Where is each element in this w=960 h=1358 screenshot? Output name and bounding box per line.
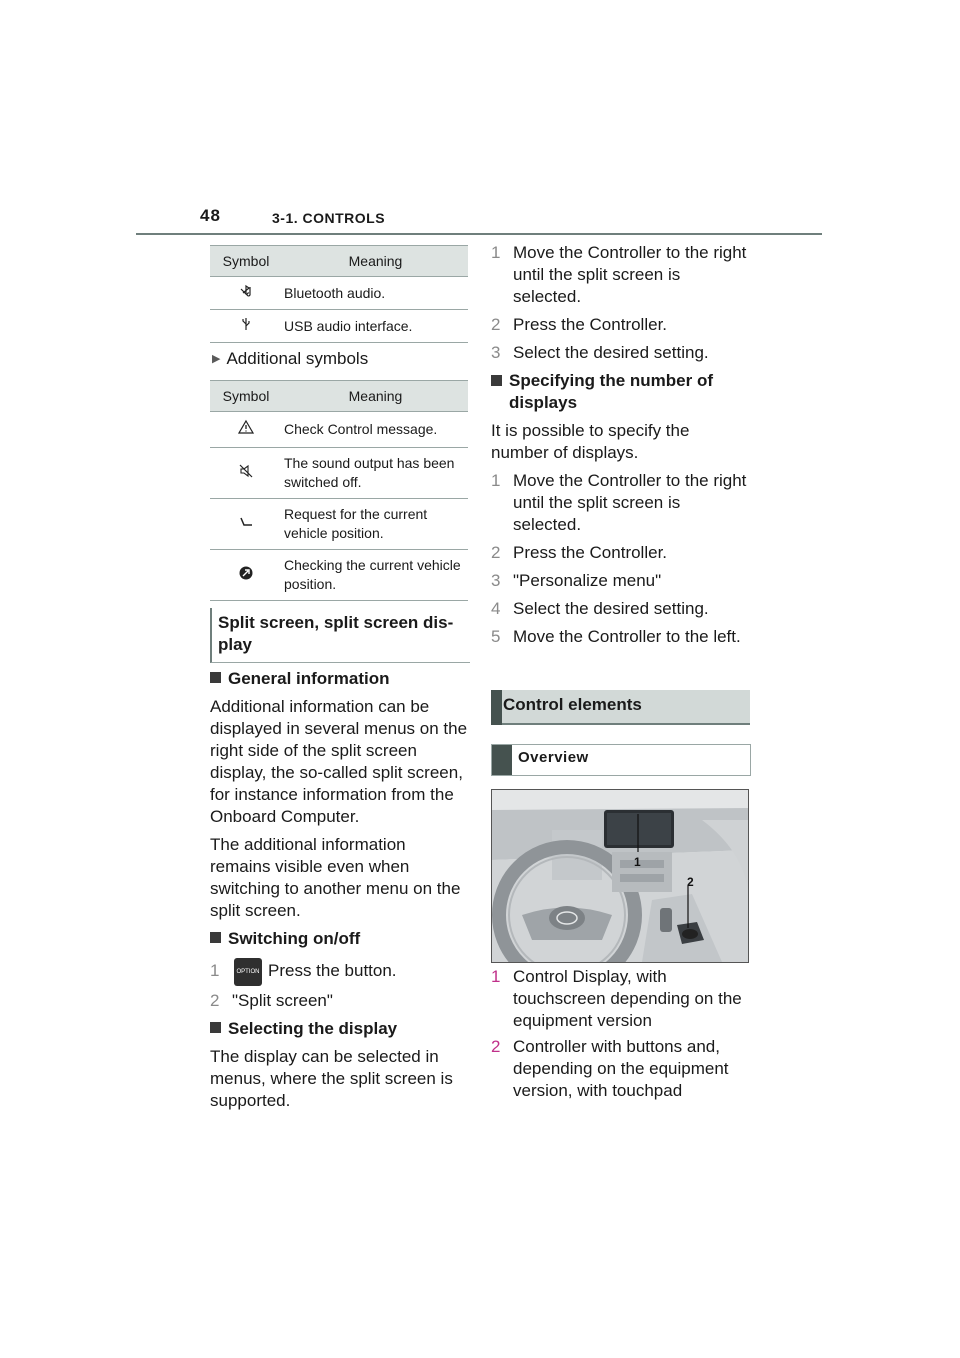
step-text: Select the desired setting. [513,599,709,618]
specifying-para: It is possible to specify the number of displays. [491,421,690,462]
square-bullet-icon [210,1022,221,1033]
step-number: 1 [491,471,501,490]
general-para-1: Additional information can be displayed in several menus on the right side of the split screen display, the so-called split screen, for instance information from the Onboard Computer. [210,697,468,826]
split-screen-heading [210,608,470,663]
step-text: Press the Controller. [513,543,668,562]
col-meaning: Meaning [282,381,468,412]
table-row [210,550,468,601]
selecting-para: The display can be selected in menus, where the split screen is supported. [210,1047,453,1110]
step-number: 2 [210,991,220,1010]
overview-text: Overview [518,749,589,766]
col-symbol: Symbol [210,381,282,412]
table-row [210,310,468,343]
figure-legend [491,966,750,1102]
switching-heading-text: Switching on/off [228,929,361,948]
select-step-3 [491,342,750,364]
header-rule [136,233,822,235]
general-para-2: The additional information remains visible even when switching to another menu on the split screen. [210,835,461,920]
step-number: 1 [491,243,501,262]
step-text: Press the button. [268,961,397,980]
spec-step-4 [491,598,750,620]
switching-step-2 [210,990,468,1012]
heading-accent [492,745,512,775]
spec-step-5 [491,626,750,648]
symbol-table-2 [210,380,468,601]
position-request-icon [238,514,254,530]
control-elements-heading [491,690,750,725]
step-text: Move the Controller to the right until the split screen is selected. [513,471,747,534]
section-title: 3-1. CONTROLS [272,210,386,226]
step-number: 4 [491,599,501,618]
general-info-section [210,668,468,1112]
heading-accent [491,690,502,725]
step-text: Press the Controller. [513,315,668,334]
meaning-text: Request for the current vehicle position. [282,499,468,550]
step-number: 5 [491,627,501,646]
callout-1: 1 [634,855,641,869]
table-row [210,448,468,499]
spec-step-3 [491,570,750,592]
step-number: 1 [210,961,220,980]
switching-heading [210,928,468,950]
specifying-heading-text: Specifying the number of displays [509,371,714,412]
bluetooth-audio-icon [238,283,254,299]
callout-2: 2 [687,875,694,889]
legend-text: Control Display, with touchscreen depending on the equipment version [513,967,742,1030]
square-bullet-icon [210,932,221,943]
general-heading-text: General information [228,669,390,688]
selecting-heading [210,1018,468,1040]
meaning-text: The sound output has been switched off. [282,448,468,499]
position-check-icon [238,565,254,581]
legend-number: 2 [491,1037,501,1056]
control-elements-text: Control elements [503,695,642,714]
table-row [210,412,468,448]
meaning-text: Check Control message. [282,412,468,448]
spec-step-2 [491,542,750,564]
general-heading [210,668,468,690]
warning-triangle-icon [238,419,254,435]
step-text: Move the Controller to the left. [513,627,741,646]
split-heading-line-2: play [218,635,253,654]
square-bullet-icon [210,672,221,683]
sound-off-icon [238,463,254,479]
additional-symbols-label: Additional symbols [226,349,369,368]
switching-step-1 [210,956,468,986]
additional-symbols-heading [212,348,470,370]
symbol-table-1 [210,245,468,343]
legend-item-2 [491,1036,750,1102]
right-steps-section [491,242,750,648]
step-text: "Personalize menu" [513,571,662,590]
legend-number: 1 [491,967,501,986]
spec-step-1 [491,470,750,536]
meaning-text: USB audio interface. [282,310,468,343]
table-row [210,277,468,310]
legend-item-1 [491,966,750,1032]
select-step-1 [491,242,750,308]
triangle-bullet-icon: ▶ [212,353,221,365]
split-heading-line-1: Split screen, split screen dis- [218,613,454,632]
select-step-2 [491,314,750,336]
col-meaning: Meaning [282,246,468,277]
table-header [210,381,468,412]
page-number: 48 [200,206,221,225]
col-symbol: Symbol [210,246,282,277]
table-row [210,499,468,550]
meaning-text: Checking the current vehicle position. [282,550,468,601]
square-bullet-icon [491,375,502,386]
step-number: 3 [491,343,501,362]
meaning-text: Bluetooth audio. [282,277,468,310]
step-number: 3 [491,571,501,590]
cockpit-figure [491,789,749,963]
table-header [210,246,468,277]
cockpit-illustration [492,790,748,962]
step-text: Select the desired setting. [513,343,709,362]
legend-text: Controller with buttons and, depending on the equipment version, with touchpad [513,1037,729,1100]
selecting-heading-text: Selecting the display [228,1019,398,1038]
step-text: "Split screen" [232,991,333,1010]
usb-icon [238,316,254,332]
specifying-heading [491,370,750,414]
overview-heading [491,744,751,776]
step-number: 2 [491,543,501,562]
step-number: 2 [491,315,501,334]
option-button-icon: OPTION [234,958,262,986]
step-text: Move the Controller to the right until the split screen is selected. [513,243,747,306]
